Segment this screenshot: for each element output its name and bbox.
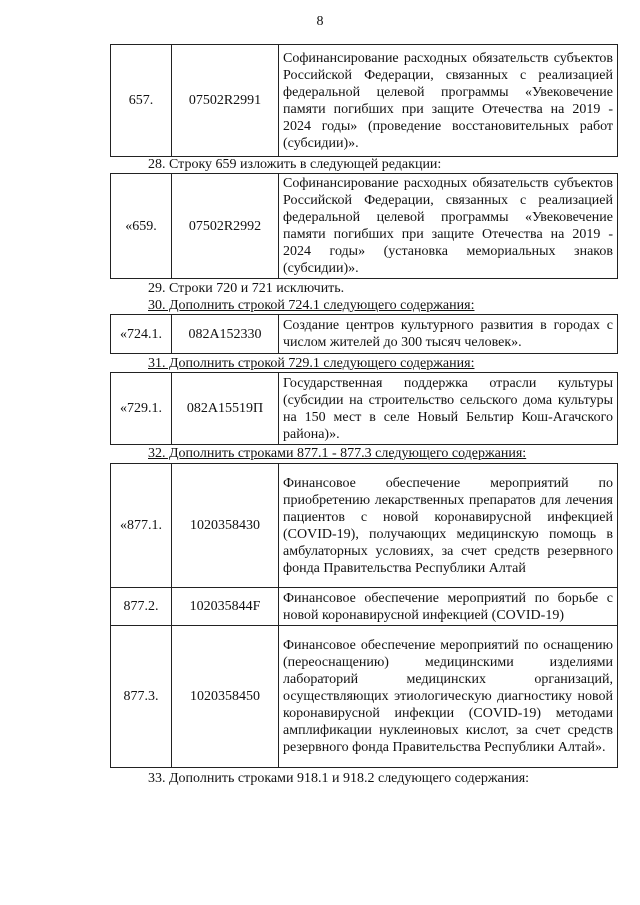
row-code: 1020358430 bbox=[172, 464, 279, 588]
budget-table-row-659 bbox=[110, 173, 618, 279]
row-number: «659. bbox=[111, 174, 172, 279]
instruction-31: 31. Дополнить строкой 729.1 следующего содержания: bbox=[148, 356, 475, 371]
budget-table-row-724-1 bbox=[110, 314, 618, 354]
instruction-28: 28. Строку 659 изложить в следующей редакции: bbox=[148, 157, 442, 172]
row-code: 082A152330 bbox=[172, 315, 279, 354]
table-row bbox=[111, 45, 618, 157]
row-number: «877.1. bbox=[111, 464, 172, 588]
row-description: Софинансирование расходных обязательств субъектов Российской Федерации, связанных с реализацией федеральной целевой программы «Увековечение памяти погибших при защите Отечества на 2019 - 2024 годы» (установка мемориальных знаков (субсидии)». bbox=[279, 174, 618, 279]
budget-table-rows-877 bbox=[110, 463, 618, 768]
instruction-32: 32. Дополнить строками 877.1 - 877.3 следующего содержания: bbox=[148, 446, 527, 461]
row-code: 102035844F bbox=[172, 588, 279, 626]
row-description: Государственная поддержка отрасли культуры (субсидии на строительство сельского дома культуры на 150 мест в селе Новый Бельтир Кош-Агачского района)». bbox=[279, 373, 618, 445]
row-number: «729.1. bbox=[111, 373, 172, 445]
row-description: Софинансирование расходных обязательств субъектов Российской Федерации, связанных с реализацией федеральной целевой программы «Увековечение памяти погибших при защите Отечества на 2019 - 2024 годы» (проведение восстановительных работ (субсидии)». bbox=[279, 45, 618, 157]
table-row bbox=[111, 174, 618, 279]
page-number: 8 bbox=[316, 14, 324, 29]
row-number: «724.1. bbox=[111, 315, 172, 354]
row-code: 082A15519П bbox=[172, 373, 279, 445]
table-row bbox=[111, 464, 618, 588]
row-number: 877.2. bbox=[111, 588, 172, 626]
row-number: 657. bbox=[111, 45, 172, 157]
row-code: 07502R2991 bbox=[172, 45, 279, 157]
instruction-30: 30. Дополнить строкой 724.1 следующего содержания: bbox=[148, 298, 475, 313]
table-row bbox=[111, 373, 618, 445]
row-code: 07502R2992 bbox=[172, 174, 279, 279]
row-code: 1020358450 bbox=[172, 626, 279, 768]
budget-table-row-729-1 bbox=[110, 372, 618, 445]
row-number: 877.3. bbox=[111, 626, 172, 768]
row-description: Финансовое обеспечение мероприятий по оснащению (переоснащению) медицинскими изделиями лабораторий медицинских организаций, осуществляющих этиологическую диагностику новой коронавирусной инфекции (COVID-19) методами амплификации нуклеиновых кислот, за счет средств резервного фонда Правительства Республики Алтай». bbox=[279, 626, 618, 768]
table-row bbox=[111, 588, 618, 626]
instruction-33: 33. Дополнить строками 918.1 и 918.2 следующего содержания: bbox=[148, 771, 530, 786]
row-description: Финансовое обеспечение мероприятий по борьбе с новой коронавирусной инфекцией (COVID-19) bbox=[279, 588, 618, 626]
budget-table-row-657 bbox=[110, 44, 618, 157]
row-description: Финансовое обеспечение мероприятий по приобретению лекарственных препаратов для лечения пациентов с новой коронавирусной инфекцией (COVID-19), получающих медицинскую помощь в амбулаторных условиях, за счет средств резервного фонда Правительства Республики Алтай bbox=[279, 464, 618, 588]
table-row bbox=[111, 626, 618, 768]
row-description: Создание центров культурного развития в городах с числом жителей до 300 тысяч человек». bbox=[279, 315, 618, 354]
instruction-29: 29. Строки 720 и 721 исключить. bbox=[148, 281, 345, 296]
table-row bbox=[111, 315, 618, 354]
